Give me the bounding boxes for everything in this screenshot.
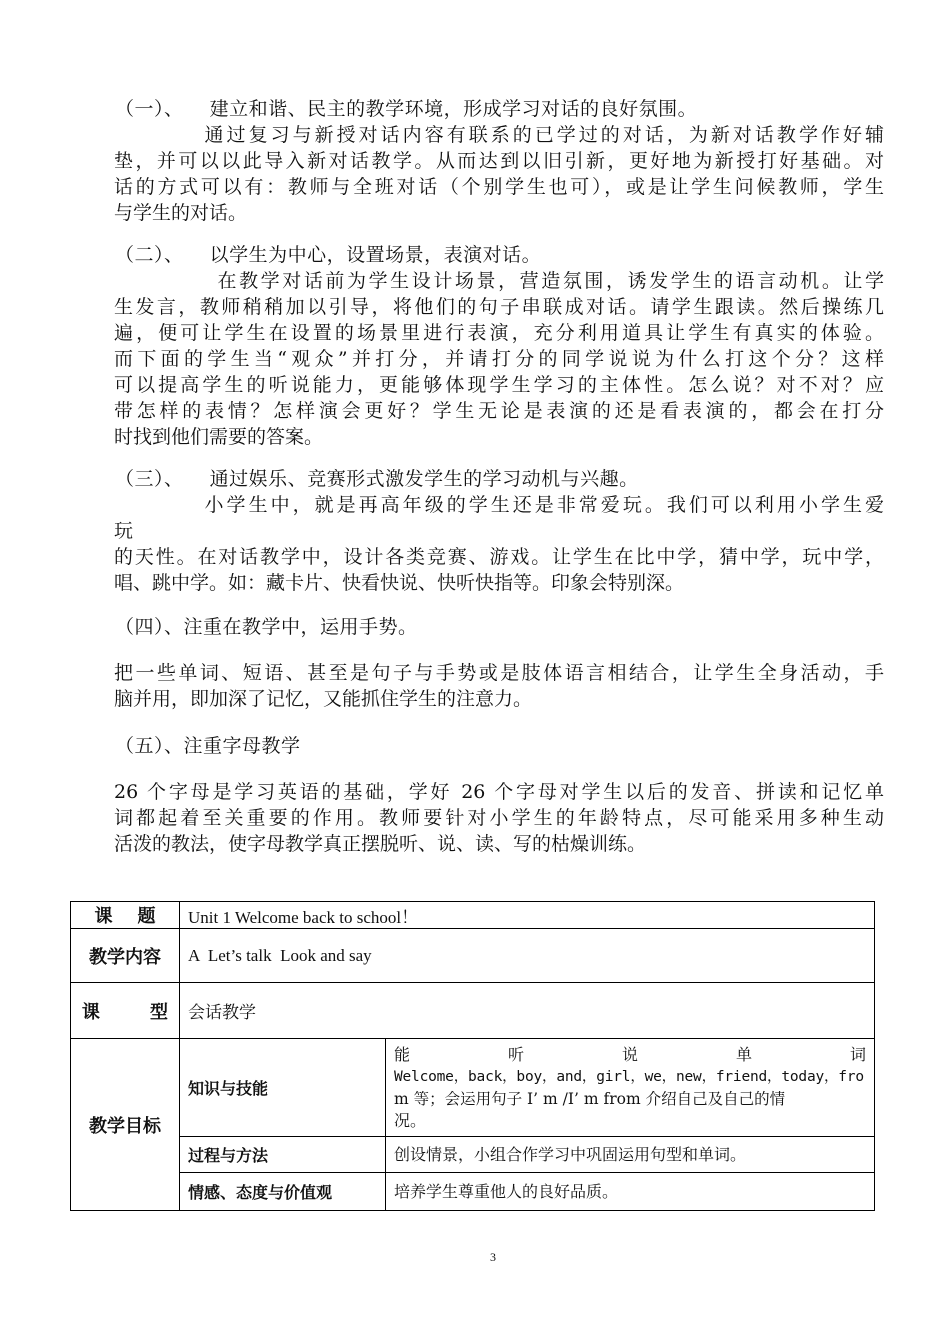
section-2-paragraph	[114, 268, 884, 450]
section-1-paragraph	[114, 122, 884, 226]
goal-emotion-label: 情感、态度与价值观	[180, 1173, 386, 1211]
section-3-title: （三）、 通过娱乐、竞赛形式激发学生的学习动机与兴趣。	[115, 468, 639, 490]
goal-emotion-value: 培养学生尊重他人的良好品质。	[386, 1173, 875, 1211]
table-row-goal-process	[71, 1137, 875, 1173]
section-3-line-2: 玩	[114, 520, 134, 542]
lesson-plan-table	[70, 901, 875, 1211]
section-2-title: （二）、 以学生为中心，设置场景，表演对话。	[115, 244, 542, 266]
page-number: 3	[490, 1250, 496, 1264]
word-4: 单	[735, 1044, 752, 1064]
section-2-line-5: 可以提高学生的听说能力，更能够体现学生学习的主体性。怎么说？对不对？应	[114, 374, 884, 396]
goals-label: 教学目标	[71, 1039, 180, 1211]
section-1-title: （一）、 建立和谐、民主的教学环境，形成学习对话的良好氛围。	[115, 98, 698, 120]
section-2-line-3: 遍，便可让学生在设置的场景里进行表演，充分利用道具让学生有真实的体验。	[114, 322, 884, 344]
section-3-line-1: 小学生中，就是再高年级的学生还是非常爱玩。我们可以利用小学生爱	[114, 494, 884, 516]
section-4-line-1: 把一些单词、短语、甚至是句子与手势或是肢体语言相结合，让学生全身活动，手	[114, 662, 884, 684]
section-5-paragraph	[114, 779, 884, 857]
section-2-line-4: 而下面的学生当“观众”并打分，并请打分的同学说说为什么打这个分？这样	[114, 348, 884, 370]
type-label: 课 型	[71, 983, 180, 1039]
section-1-line-1: 通过复习与新授对话内容有联系的已学过的对话，为新对话教学作好辅	[114, 124, 884, 146]
goal-process-value: 创设情景，小组合作学习中巩固运用句型和单词。	[386, 1137, 875, 1173]
table-row-topic	[71, 902, 875, 929]
word-1: 能	[394, 1044, 411, 1064]
content-value: A Let’s talk Look and say	[180, 929, 875, 983]
section-3-paragraph	[114, 492, 884, 596]
section-4-line-2: 脑并用，即加深了记忆，又能抓住学生的注意力。	[114, 688, 533, 710]
section-4-paragraph	[114, 660, 884, 712]
section-2-line-1: 在教学对话前为学生设计场景，营造氛围，诱发学生的语言动机。让学	[114, 270, 884, 292]
section-2-line-6: 带怎样的表情？怎样演会更好？学生无论是表演的还是看表演的，都会在打分	[114, 400, 884, 422]
section-5-title: （五）、注重字母教学	[115, 735, 301, 757]
table-row-type	[71, 983, 875, 1039]
section-5-line-2: 词都起着至关重要的作用。教师要针对小学生的年龄特点，尽可能采用多种生动	[114, 807, 884, 829]
goal-knowledge-line-3: m 等；会运用句子 I’ m /I’ m from 介绍自己及自己的情	[394, 1089, 786, 1108]
word-5: 词	[849, 1044, 866, 1064]
section-2-line-2: 生发言，教师稍稍加以引导，将他们的句子串联成对话。请学生跟读。然后操练几	[114, 296, 884, 318]
word-2: 听	[507, 1044, 524, 1064]
section-3-line-4: 唱、跳中学。如：藏卡片、快看快说、快听快指等。印象会特别深。	[114, 572, 685, 594]
goal-knowledge-line-2: Welcome，back，boy，and，girl，we，new，friend，today，fro	[394, 1068, 864, 1085]
table-row-goal-emotion	[71, 1173, 875, 1211]
content-label: 教学内容	[71, 929, 180, 983]
section-2-line-7: 时找到他们需要的答案。	[114, 426, 324, 448]
section-3-line-3: 的天性。在对话教学中，设计各类竞赛、游戏。让学生在比中学，猜中学，玩中学，	[114, 546, 884, 568]
section-1-line-2: 垫，并可以以此导入新对话教学。从而达到以旧引新，更好地为新授打好基础。对	[114, 150, 884, 172]
section-4-title: （四）、注重在教学中，运用手势。	[115, 616, 418, 638]
section-1-line-4: 与学生的对话。	[114, 202, 248, 224]
goal-knowledge-line-4: 况。	[394, 1110, 427, 1130]
goal-knowledge-value	[386, 1039, 875, 1137]
goal-knowledge-label: 知识与技能	[180, 1039, 386, 1137]
word-3: 说	[621, 1044, 638, 1064]
type-value: 会话教学	[180, 983, 875, 1039]
section-1-line-3: 话的方式可以有：教师与全班对话（个别学生也可），或是让学生问候教师，学生	[114, 176, 884, 198]
goal-knowledge-line-1	[394, 1044, 866, 1066]
topic-value: Unit 1 Welcome back to school！	[180, 902, 875, 929]
section-5-line-3: 活泼的教法，使字母教学真正摆脱听、说、读、写的枯燥训练。	[114, 833, 647, 855]
section-5-line-1: 26 个字母是学习英语的基础，学好 26 个字母对学生以后的发音、拼读和记忆单	[114, 781, 884, 803]
table-row-content	[71, 929, 875, 983]
topic-label: 课 题	[71, 902, 180, 929]
goal-process-label: 过程与方法	[180, 1137, 386, 1173]
table-row-goal-knowledge	[71, 1039, 875, 1137]
